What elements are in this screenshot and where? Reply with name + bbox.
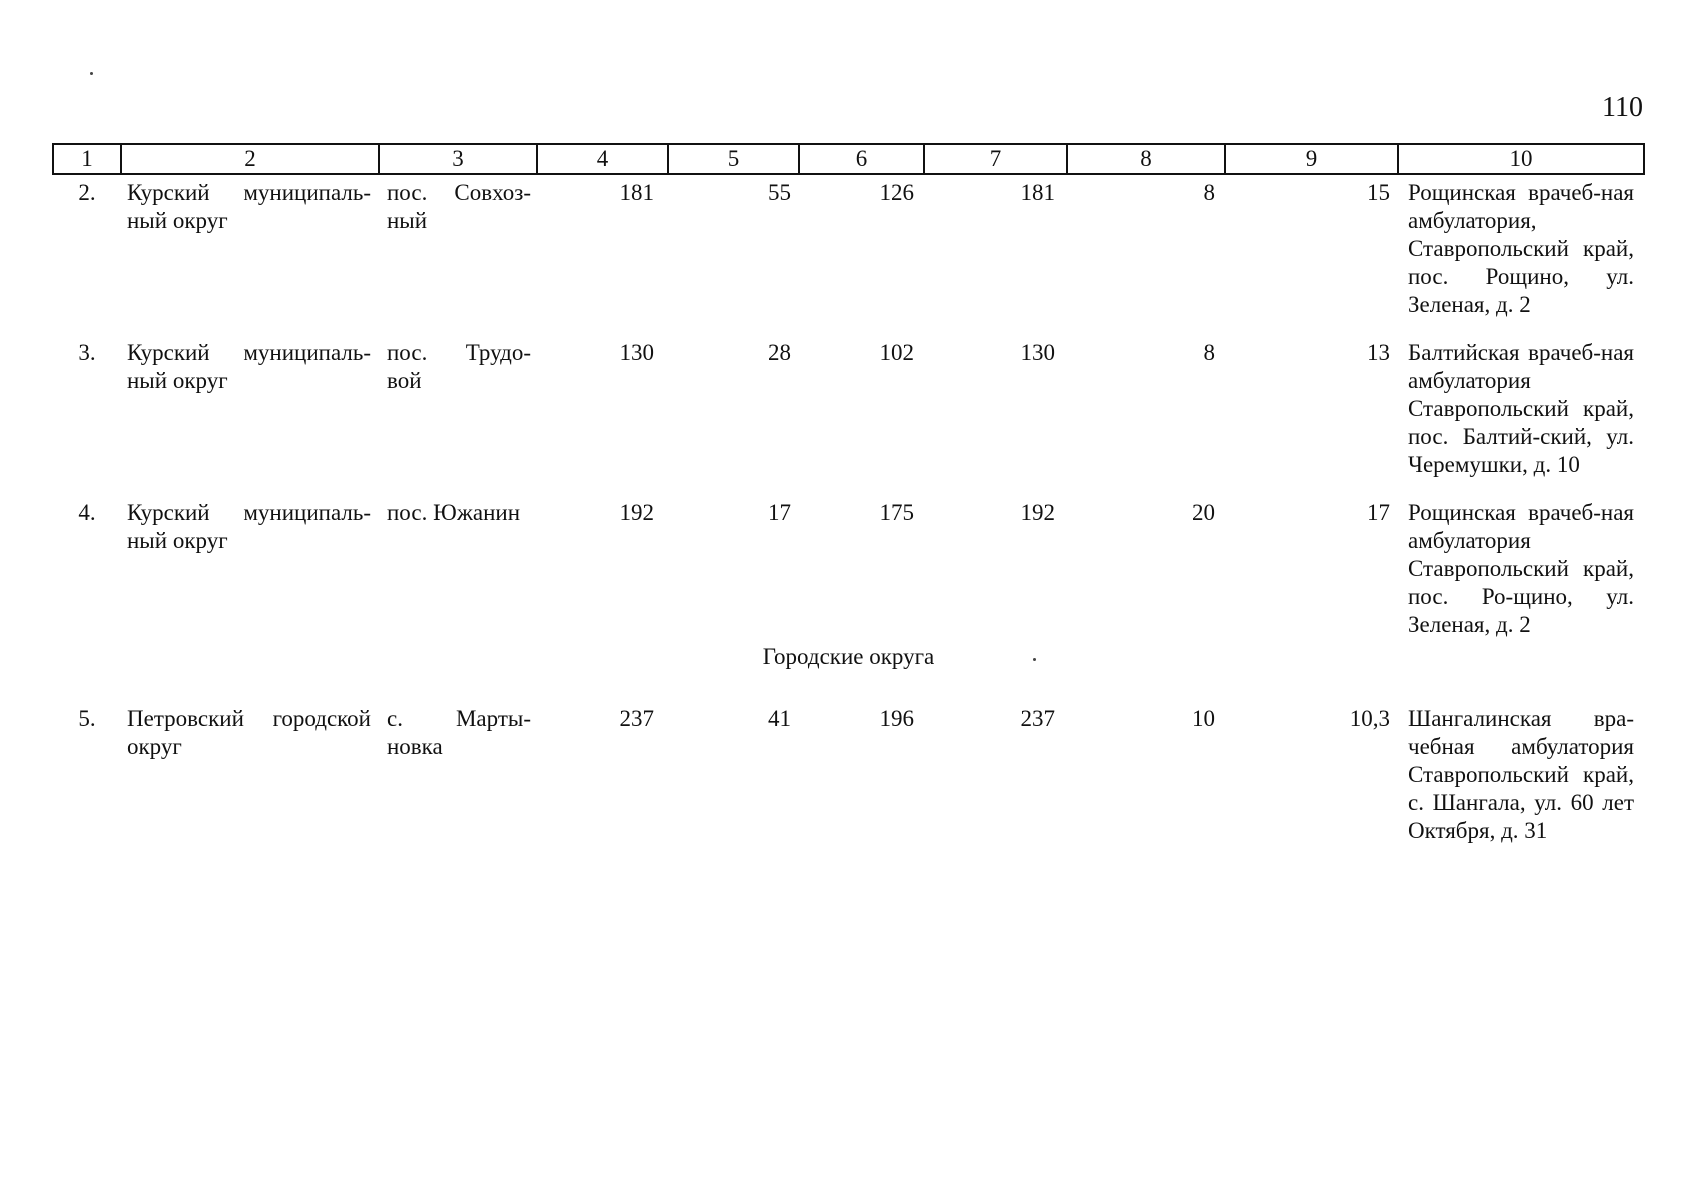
value-cell: 20 — [1192, 500, 1215, 525]
value-cell: 237 — [619, 706, 654, 731]
table-row — [53, 174, 1644, 319]
column-header: 6 — [799, 144, 924, 174]
value-cell: 28 — [768, 340, 791, 365]
value-cell: 10 — [1192, 706, 1215, 731]
district-cell: Курский муниципаль-ный округ — [127, 500, 371, 553]
settlement-cell: пос. Совхоз-ный — [387, 180, 531, 233]
column-number-header-row — [53, 144, 1644, 174]
value-cell: 192 — [1020, 500, 1055, 525]
column-header: 1 — [53, 144, 121, 174]
page-number: 110 — [1602, 92, 1643, 123]
value-cell: 55 — [768, 180, 791, 205]
value-cell: 237 — [1020, 706, 1055, 731]
row-number: 4. — [78, 500, 96, 525]
facility-cell: Шангалинская вра-чебная амбулатория Ставропольский край, с. Шангала, ул. 60 лет Октября, д. 31 — [1408, 706, 1634, 843]
settlement-cell: с. Марты-новка — [387, 706, 531, 759]
settlement-cell: пос. Трудо-вой — [387, 340, 531, 393]
value-cell: 130 — [1020, 340, 1055, 365]
value-cell: 130 — [619, 340, 654, 365]
value-cell: 17 — [1367, 500, 1390, 525]
value-cell: 13 — [1367, 340, 1390, 365]
column-header: 8 — [1067, 144, 1225, 174]
column-header: 5 — [668, 144, 799, 174]
column-header: 10 — [1398, 144, 1644, 174]
value-cell: 175 — [879, 500, 914, 525]
facility-cell: Балтийская врачеб-ная амбулатория Ставропольский край, пос. Балтий-ский, ул. Черемушки, д. 10 — [1408, 340, 1634, 477]
row-spacer — [53, 319, 1644, 339]
column-header: 7 — [924, 144, 1067, 174]
row-spacer — [53, 479, 1644, 499]
column-header: 4 — [537, 144, 668, 174]
value-cell: 17 — [768, 500, 791, 525]
row-number: 2. — [78, 180, 96, 205]
district-cell: Петровский городской округ — [127, 706, 371, 759]
value-cell: 181 — [619, 180, 654, 205]
table-row — [53, 705, 1644, 845]
value-cell: 102 — [879, 340, 914, 365]
table-row — [53, 499, 1644, 639]
value-cell: 192 — [619, 500, 654, 525]
table-row — [53, 339, 1644, 479]
scan-speck — [90, 72, 93, 75]
value-cell: 8 — [1203, 340, 1215, 365]
value-cell: 15 — [1367, 180, 1390, 205]
row-number: 5. — [78, 706, 96, 731]
district-cell: Курский муниципаль-ный округ — [127, 340, 371, 393]
value-cell: 196 — [879, 706, 914, 731]
section-title: Городские округа — [762, 644, 935, 669]
settlement-cell: пос. Южанин — [387, 500, 521, 525]
column-header: 2 — [121, 144, 379, 174]
value-cell: 10,3 — [1349, 706, 1390, 731]
facility-cell: Рощинская врачеб-ная амбулатория Ставропольский край, пос. Ро-щино, ул. Зеленая, д. 2 — [1408, 500, 1634, 637]
section-heading-row — [53, 639, 1644, 705]
value-cell: 41 — [768, 706, 791, 731]
column-header: 3 — [379, 144, 537, 174]
data-table — [52, 143, 1645, 845]
column-header: 9 — [1225, 144, 1398, 174]
value-cell: 181 — [1020, 180, 1055, 205]
facility-cell: Рощинская врачеб-ная амбулатория, Ставропольский край, пос. Рощино, ул. Зеленая, д. 2 — [1408, 180, 1634, 317]
value-cell: 8 — [1203, 180, 1215, 205]
value-cell: 126 — [879, 180, 914, 205]
row-number: 3. — [78, 340, 96, 365]
district-cell: Курский муниципаль-ный округ — [127, 180, 371, 233]
